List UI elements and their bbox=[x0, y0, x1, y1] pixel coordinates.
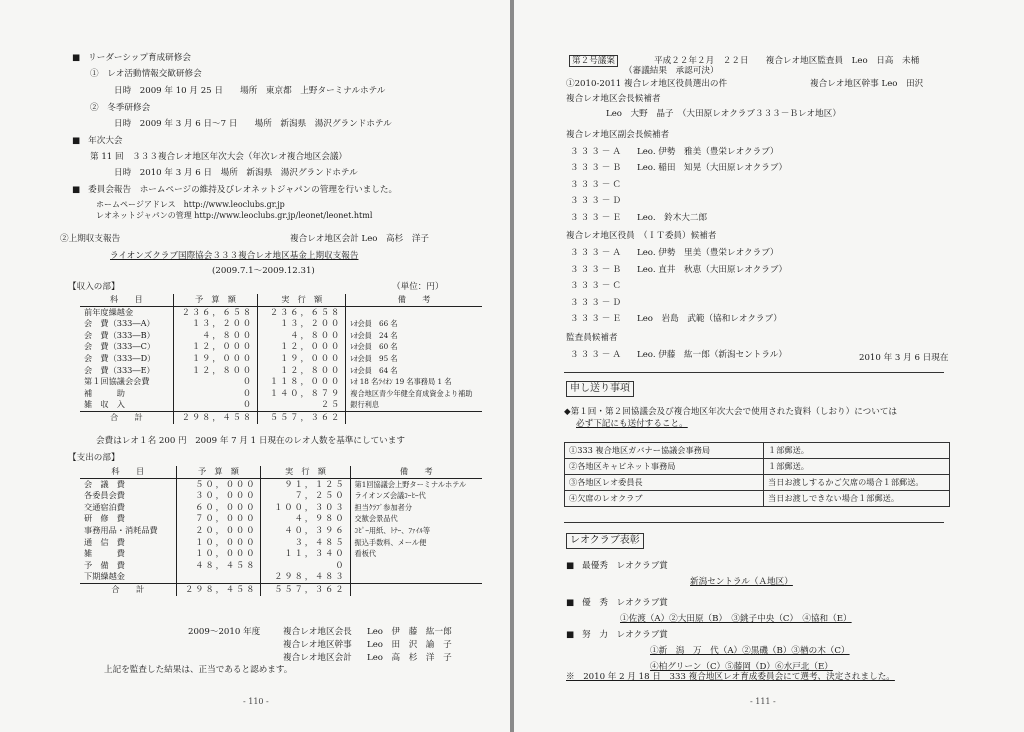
candidate-district: ３３３－Ａ bbox=[570, 248, 623, 258]
table-cell: １４０，８７９ bbox=[258, 388, 346, 400]
candidate-name: Leo. 伊勢 里美（豊栄レオクラブ） bbox=[637, 248, 779, 258]
total-cell: 合 計 bbox=[80, 411, 173, 423]
award-winners: ①佐渡（A）②大田原（B） ③銚子中央（C） ④協和（E） bbox=[620, 614, 852, 624]
table-row bbox=[80, 548, 482, 560]
table-cell: 看板代 bbox=[350, 548, 482, 560]
signature-year: 2009～2010 年度 bbox=[188, 627, 261, 637]
table-row bbox=[80, 306, 482, 318]
table-cell: 事務用品・消耗品費 bbox=[84, 524, 158, 535]
group-title: 複合レオ地区副会長候補者 bbox=[566, 129, 670, 140]
handover-row bbox=[565, 491, 950, 507]
total-cell bbox=[350, 583, 482, 595]
table-row bbox=[80, 502, 482, 514]
table-cell: 下期繰越金 bbox=[84, 571, 125, 582]
handover-title: 申し送り事項 bbox=[566, 381, 634, 397]
signature-name: Leo 高 杉 洋 子 bbox=[367, 653, 452, 663]
table-cell: ６０，０００ bbox=[176, 502, 261, 514]
agenda-result: （審議結果 承認可決） bbox=[624, 66, 719, 76]
table-cell: 会 議 費 bbox=[84, 478, 125, 489]
table-cell: ７，２５０ bbox=[261, 490, 350, 502]
table-cell: ﾚｵ 18 名ﾗｲｵﾝ 19 名事務局 1 名 bbox=[346, 376, 482, 388]
table-cell: 補 助 bbox=[84, 387, 125, 398]
table-cell: ﾚｵ会員 24 名 bbox=[346, 330, 482, 342]
candidate-district: ３３３－Ａ bbox=[570, 349, 623, 360]
agenda-label: 第２号議案 bbox=[569, 55, 618, 67]
table-cell: ﾚｵ会員 64 名 bbox=[346, 365, 482, 377]
activity-line: 第 11 回 ３３３複合レオ地区年次大会（年次レオ複合地区会議） bbox=[90, 152, 348, 162]
activity-line: 日時 2009 年 3 月 6 日～7 日 場所 新潟県 湯沢グランドホテル bbox=[114, 119, 392, 129]
table-cell bbox=[346, 306, 482, 318]
table-row bbox=[80, 365, 482, 377]
signature-name: Leo 田 沢 諭 子 bbox=[367, 640, 452, 650]
handover-destination: ①333 複合地区ガバナー協議会事務局 bbox=[565, 443, 764, 459]
table-cell: ４０，３９６ bbox=[261, 525, 350, 537]
table-cell: ３，４８５ bbox=[261, 537, 350, 549]
table-cell: １０，０００ bbox=[176, 537, 261, 549]
income-table bbox=[80, 294, 482, 424]
table-cell: 雑 費 bbox=[84, 548, 125, 559]
handover-intro-1: ◆第１回・第２回協議会及び複合地区年次大会で使用された資料（しおり）については bbox=[564, 407, 898, 417]
handover-method: 当日お渡しするかご欠席の場合１部郵送。 bbox=[764, 475, 950, 491]
table-cell: 会 費（333―A） bbox=[84, 318, 155, 329]
income-label: 【収入の部】 bbox=[68, 282, 120, 292]
table-cell: 前年度繰越金 bbox=[84, 306, 134, 317]
table-cell: ４８，４５８ bbox=[176, 560, 261, 572]
candidate-district: ３３３－Ｂ bbox=[570, 264, 623, 275]
report-author: 複合レオ地区会計 Leo 高杉 洋子 bbox=[290, 234, 430, 244]
table-cell: １３，２００ bbox=[258, 318, 346, 330]
handover-method: １部郵送。 bbox=[764, 459, 950, 475]
header-cell: 実 行 額 bbox=[261, 466, 350, 478]
table-row bbox=[80, 525, 482, 537]
activity-line: ■ 年次大会 bbox=[72, 135, 123, 147]
total-cell: ２９８，４５８ bbox=[173, 411, 257, 423]
table-row bbox=[80, 560, 482, 572]
candidate-district: ３３３－Ｅ bbox=[570, 212, 623, 223]
divider bbox=[564, 372, 944, 373]
table-cell: ４，８００ bbox=[258, 330, 346, 342]
activity-line: ■ 委員会報告 ホームページの維持及びレオネットジャパンの管理を行いました。 bbox=[72, 184, 397, 196]
award-winners: 新潟セントラル（Ａ地区） bbox=[690, 577, 793, 587]
table-cell: 通 信 費 bbox=[84, 536, 125, 547]
table-cell: ０ bbox=[173, 376, 257, 388]
header-cell: 科 目 bbox=[80, 294, 173, 306]
award-label: ■ 最優秀 レオクラブ賞 bbox=[566, 560, 668, 572]
award-title: レオクラブ表彰 bbox=[566, 533, 644, 549]
header-cell: 予 算 額 bbox=[176, 466, 261, 478]
table-cell: １２，０００ bbox=[258, 341, 346, 353]
table-cell: 会 費（333―B） bbox=[84, 329, 155, 340]
activity-line: ② 冬季研修会 bbox=[90, 103, 151, 113]
table-cell: 振込手数料、メール便 bbox=[350, 537, 482, 549]
right-page bbox=[514, 0, 1024, 732]
group-title: 複合レオ地区役員 （ＩＴ委員）候補者 bbox=[566, 231, 717, 241]
handover-row bbox=[565, 443, 950, 459]
total-cell: ２９８，４５８ bbox=[176, 583, 261, 595]
table-cell: ９１，１２５ bbox=[261, 478, 350, 490]
table-row bbox=[80, 376, 482, 388]
handover-method: １部郵送。 bbox=[764, 443, 950, 459]
award-label: ■ 優 秀 レオクラブ賞 bbox=[566, 597, 668, 609]
table-row bbox=[80, 571, 482, 583]
table-row bbox=[80, 399, 482, 411]
table-cell: ０ bbox=[173, 399, 257, 411]
audit-statement: 上記を監査した結果は、正当であると認めます。 bbox=[104, 665, 293, 675]
candidate-district: ３３３－Ｅ bbox=[570, 314, 623, 324]
table-cell: 会 費（333―E） bbox=[84, 364, 155, 375]
candidate-name: Leo. 伊藤 紘一郎（新潟セントラル） bbox=[637, 349, 787, 360]
table-row bbox=[80, 330, 482, 342]
table-cell: 会 費（333―D） bbox=[84, 352, 156, 363]
table-cell: １９，０００ bbox=[173, 353, 257, 365]
activity-line: 日時 2010 年 3 月 6 日 場所 新潟県 湯沢グランドホテル bbox=[114, 168, 358, 178]
candidate-name: Leo. 鈴木大二郎 bbox=[637, 212, 708, 223]
as-of-date: 2010 年 3 月 6 日現在 bbox=[859, 353, 949, 363]
table-row bbox=[80, 478, 482, 490]
table-cell: ０ bbox=[261, 560, 350, 572]
handover-destination: ③各地区レオ委員長 bbox=[565, 475, 764, 491]
handover-intro-2: 必ず下記にも送付すること。 bbox=[576, 419, 688, 429]
candidate-district: ３３３－Ａ bbox=[570, 146, 623, 157]
candidate-district: ３３３－Ｃ bbox=[570, 281, 623, 291]
total-cell bbox=[346, 411, 482, 423]
candidate-district: ３３３－Ｄ bbox=[570, 297, 623, 308]
table-cell bbox=[350, 571, 482, 583]
page-number-left: - 110 - bbox=[243, 697, 269, 706]
table-row bbox=[80, 353, 482, 365]
report-heading: ②上期収支報告 bbox=[60, 234, 121, 244]
table-cell: １３，２００ bbox=[173, 318, 257, 330]
table-cell: ２９８，４８３ bbox=[261, 571, 350, 583]
table-cell: ｺﾋﾟｰ用紙、ﾄﾅｰ、ﾌｧｲﾙ等 bbox=[350, 525, 482, 537]
candidate-name: Leo. 直井 秋恵（大田原レオクラブ） bbox=[637, 264, 788, 275]
signature-name: Leo 伊 藤 紘一郎 bbox=[367, 627, 452, 637]
candidate-district: ３３３－Ｂ bbox=[570, 163, 623, 173]
candidate-name: Leo 岩島 武範（協和レオクラブ） bbox=[637, 314, 782, 324]
table-cell bbox=[176, 571, 261, 583]
candidate-district: ３３３－Ｄ bbox=[570, 196, 623, 206]
handover-row bbox=[565, 475, 950, 491]
signature-role: 複合レオ地区幹事 bbox=[283, 640, 352, 650]
table-cell: ２３６，６５８ bbox=[173, 306, 257, 318]
candidate-name: Leo. 伊勢 雅美（豊栄レオクラブ） bbox=[637, 146, 779, 157]
table-cell: １１８，０００ bbox=[258, 376, 346, 388]
table-cell: ４，９８０ bbox=[261, 513, 350, 525]
table-cell: ７０，０００ bbox=[176, 513, 261, 525]
table-header bbox=[80, 466, 482, 478]
table-cell: ﾚｵ会員 60 名 bbox=[346, 341, 482, 353]
table-cell: 銀行利息 bbox=[346, 399, 482, 411]
left-page bbox=[0, 0, 510, 732]
income-note: 会費はレオ１名 200 円 2009 年 7 月 1 日現在のレオ人数を基準にしています bbox=[96, 436, 405, 446]
handover-table bbox=[564, 442, 950, 507]
activity-line: ホームページアドレス http://www.leoclubs.gr.jp bbox=[96, 200, 285, 209]
expense-table bbox=[80, 466, 482, 596]
table-cell bbox=[350, 560, 482, 572]
candidate-name: Leo 大野 晶子 （大田原レオクラブ３３３－Ｂレオ地区） bbox=[606, 109, 841, 119]
table-cell: 交歓会景品代 bbox=[350, 513, 482, 525]
table-row bbox=[80, 537, 482, 549]
audit-date-line: 平成２２年２月 ２２日 複合レオ地区監査員 Leo 日高 未桶 bbox=[654, 56, 920, 66]
table-cell: ２０，０００ bbox=[176, 525, 261, 537]
candidate-name: Leo. 稲田 知晃（大田原レオクラブ） bbox=[637, 163, 788, 173]
table-cell: １００，３０３ bbox=[261, 502, 350, 514]
table-cell: １１，３４０ bbox=[261, 548, 350, 560]
table-cell: 雑 収 入 bbox=[84, 399, 125, 410]
table-cell: 担当ｸﾗﾌﾞ参加者分 bbox=[350, 502, 482, 514]
unit-label: （単位：円） bbox=[392, 282, 444, 292]
activity-line: ① レオ活動情報交歓研修会 bbox=[90, 69, 202, 79]
table-cell: 研 修 費 bbox=[84, 513, 125, 524]
total-cell: 合 計 bbox=[80, 583, 176, 595]
signature-role: 複合レオ地区会長 bbox=[283, 627, 352, 637]
table-total-row bbox=[80, 583, 482, 595]
page-number-right: - 111 - bbox=[750, 697, 776, 706]
handover-destination: ②各地区キャビネット事務局 bbox=[565, 459, 764, 475]
award-label: ■ 努 力 レオクラブ賞 bbox=[566, 629, 668, 641]
table-cell: ４，８００ bbox=[173, 330, 257, 342]
expense-label: 【支出の部】 bbox=[68, 453, 120, 463]
handover-row bbox=[565, 459, 950, 475]
activity-line: レオネットジャパンの管理 http://www.leoclubs.gr.jp/leonet/leonet.html bbox=[96, 211, 373, 220]
table-row bbox=[80, 341, 482, 353]
table-cell: 交通宿泊費 bbox=[84, 501, 125, 512]
table-cell: ﾚｵ会員 66 名 bbox=[346, 318, 482, 330]
report-period: (2009.7.1～2009.12.31) bbox=[212, 266, 315, 276]
table-cell: 会 費（333―C） bbox=[84, 341, 156, 352]
table-total-row bbox=[80, 411, 482, 423]
award-winners: ①新 潟 万 代（A）②黒磯（B）③楢の木（C） bbox=[650, 646, 850, 656]
award-note: ※ 2010 年 2 月 18 日 333 複合地区レオ育成委員会にて選考、決定されました。 bbox=[566, 672, 895, 682]
group-title: 複合レオ地区会長候補者 bbox=[566, 94, 661, 104]
table-cell: １２，８００ bbox=[258, 365, 346, 377]
table-cell: ２５ bbox=[258, 399, 346, 411]
table-cell: ２３６，６５８ bbox=[258, 306, 346, 318]
agenda-item: ①2010-2011 複合レオ地区役員選出の件 bbox=[566, 79, 728, 89]
group-title: 監査員候補者 bbox=[566, 332, 618, 343]
report-title: ライオンズクラブ国際協会３３３複合レオ地区基金上期収支報告 bbox=[110, 251, 359, 261]
signature-role: 複合レオ地区会計 bbox=[283, 653, 352, 663]
table-cell: 予 備 費 bbox=[84, 559, 125, 570]
table-cell: ０ bbox=[173, 388, 257, 400]
table-row bbox=[80, 388, 482, 400]
table-cell: ライオンズ会議ｺｰﾋｰ代 bbox=[350, 490, 482, 502]
handover-destination: ④欠席のレオクラブ bbox=[565, 491, 764, 507]
header-cell: 科 目 bbox=[80, 466, 176, 478]
table-cell: 複合地区青少年健全育成資金より補助 bbox=[346, 388, 482, 400]
divider bbox=[564, 522, 944, 523]
table-cell: 第１回協議会会費 bbox=[84, 376, 150, 387]
agenda-proposer: 複合レオ地区幹事 Leo 田沢 bbox=[810, 79, 924, 89]
table-cell: ﾚｵ会員 95 名 bbox=[346, 353, 482, 365]
table-cell: １９，０００ bbox=[258, 353, 346, 365]
activity-line: 日時 2009 年 10 月 25 日 場所 東京都 上野ターミナルホテル bbox=[114, 86, 386, 96]
header-cell: 実 行 額 bbox=[258, 294, 346, 306]
award-winners: ④柏グリーン（C）⑤藤岡（D）⑥水戸北（E） bbox=[650, 662, 833, 672]
total-cell: ５５７，３６２ bbox=[258, 411, 346, 423]
table-cell: 第1回協議会上野ターミナルホテル bbox=[350, 478, 482, 490]
candidate-district: ３３３－Ｃ bbox=[570, 179, 623, 190]
total-cell: ５５７，３６２ bbox=[261, 583, 350, 595]
handover-method: 当日お渡しできない場合１部郵送。 bbox=[764, 491, 950, 507]
header-cell: 備 考 bbox=[350, 466, 482, 478]
table-row bbox=[80, 513, 482, 525]
activity-line: ■ リーダーシップ育成研修会 bbox=[72, 52, 191, 64]
table-header bbox=[80, 294, 482, 306]
table-cell: ３０，０００ bbox=[176, 490, 261, 502]
table-row bbox=[80, 318, 482, 330]
table-cell: １０，０００ bbox=[176, 548, 261, 560]
header-cell: 予 算 額 bbox=[173, 294, 257, 306]
table-cell: １２，８００ bbox=[173, 365, 257, 377]
table-cell: １２，０００ bbox=[173, 341, 257, 353]
table-cell: 各委員会費 bbox=[84, 490, 125, 501]
header-cell: 備 考 bbox=[346, 294, 482, 306]
table-row bbox=[80, 490, 482, 502]
table-cell: ５０，０００ bbox=[176, 478, 261, 490]
